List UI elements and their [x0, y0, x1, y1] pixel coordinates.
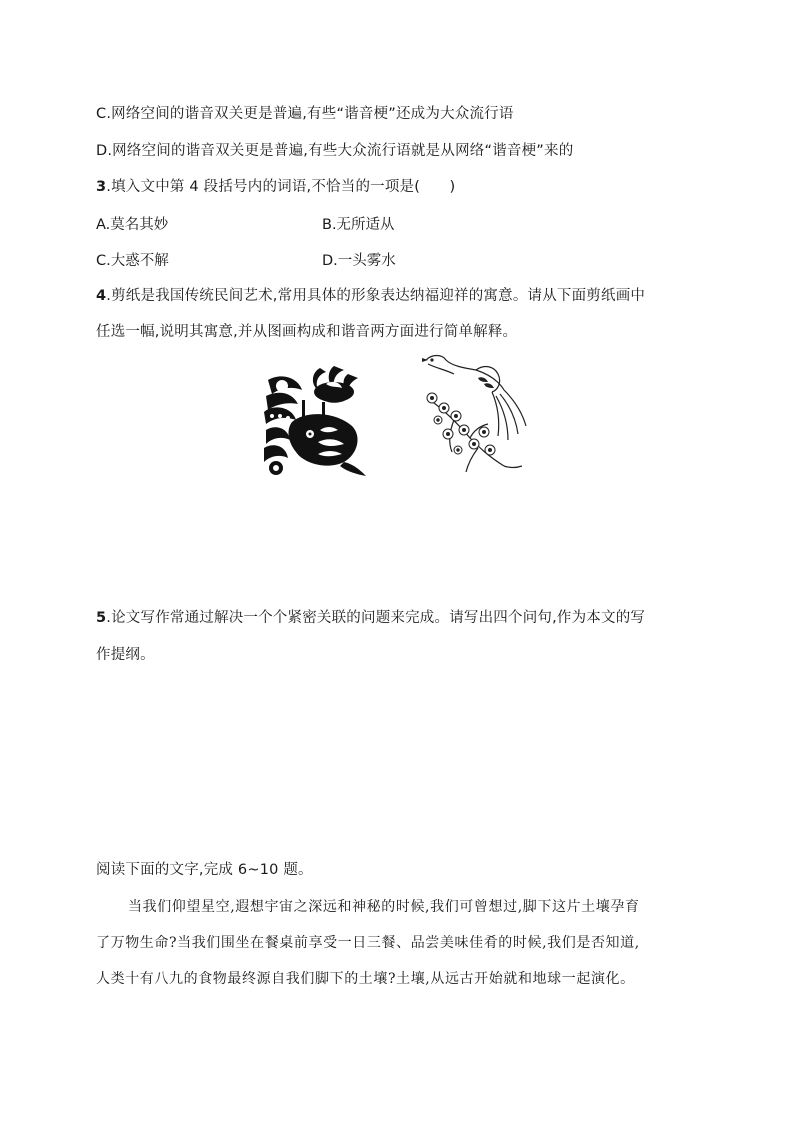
- q5-text-line1: .论文写作常通过解决一个个紧密关联的问题来完成。请写出四个问句,作为本文的写: [106, 610, 646, 626]
- phoenix-plum-papercut-image: [418, 350, 533, 478]
- reading-intro: 阅读下面的文字,完成 6~10 题。: [96, 862, 313, 878]
- phoenix-plum-papercut-icon: [418, 350, 533, 478]
- q3-option-c: C.大惑不解: [96, 253, 169, 269]
- q4-stem-line2: 任选一幅,说明其寓意,并从图画构成和谐音两方面进行简单解释。: [96, 324, 518, 340]
- lotus-fish-papercut-image: [262, 360, 368, 478]
- q3-option-b: B.无所适从: [322, 217, 395, 233]
- reading-p1-line1: 当我们仰望星空,遐想宇宙之深远和神秘的时候,我们可曾想过,脚下这片土壤孕育: [128, 899, 640, 915]
- q2-option-d: D.网络空间的谐音双关更是普遍,有些大众流行语就是从网络“谐音梗”来的: [96, 143, 574, 159]
- q3-number: 3: [96, 179, 107, 195]
- q4-number: 4: [96, 288, 107, 304]
- q3-stem: [96, 177, 455, 197]
- q2-option-c: C.网络空间的谐音双关更是普遍,有些“谐音梗”还成为大众流行语: [96, 106, 514, 122]
- reading-p1-line2: 了万物生命?当我们围坐在餐桌前享受一日三餐、品尝美味佳肴的时候,我们是否知道,: [96, 935, 640, 951]
- q4-text-line1: .剪纸是我国传统民间艺术,常用具体的形象表达纳福迎祥的寓意。请从下面剪纸画中: [106, 288, 646, 304]
- q5-stem-line1: [96, 608, 645, 628]
- q5-stem-line2: 作提纲。: [96, 647, 155, 663]
- q5-number: 5: [96, 610, 107, 626]
- q4-stem-line1: [96, 286, 645, 306]
- lotus-fish-papercut-icon: [262, 360, 368, 478]
- q3-option-a: A.莫名其妙: [96, 217, 169, 233]
- q3-text: .填入文中第 4 段括号内的词语,不恰当的一项是( ): [106, 179, 456, 195]
- reading-p1-line3: 人类十有八九的食物最终源自我们脚下的土壤?土壤,从远古开始就和地球一起演化。: [96, 971, 635, 987]
- q3-option-d: D.一头雾水: [322, 253, 396, 269]
